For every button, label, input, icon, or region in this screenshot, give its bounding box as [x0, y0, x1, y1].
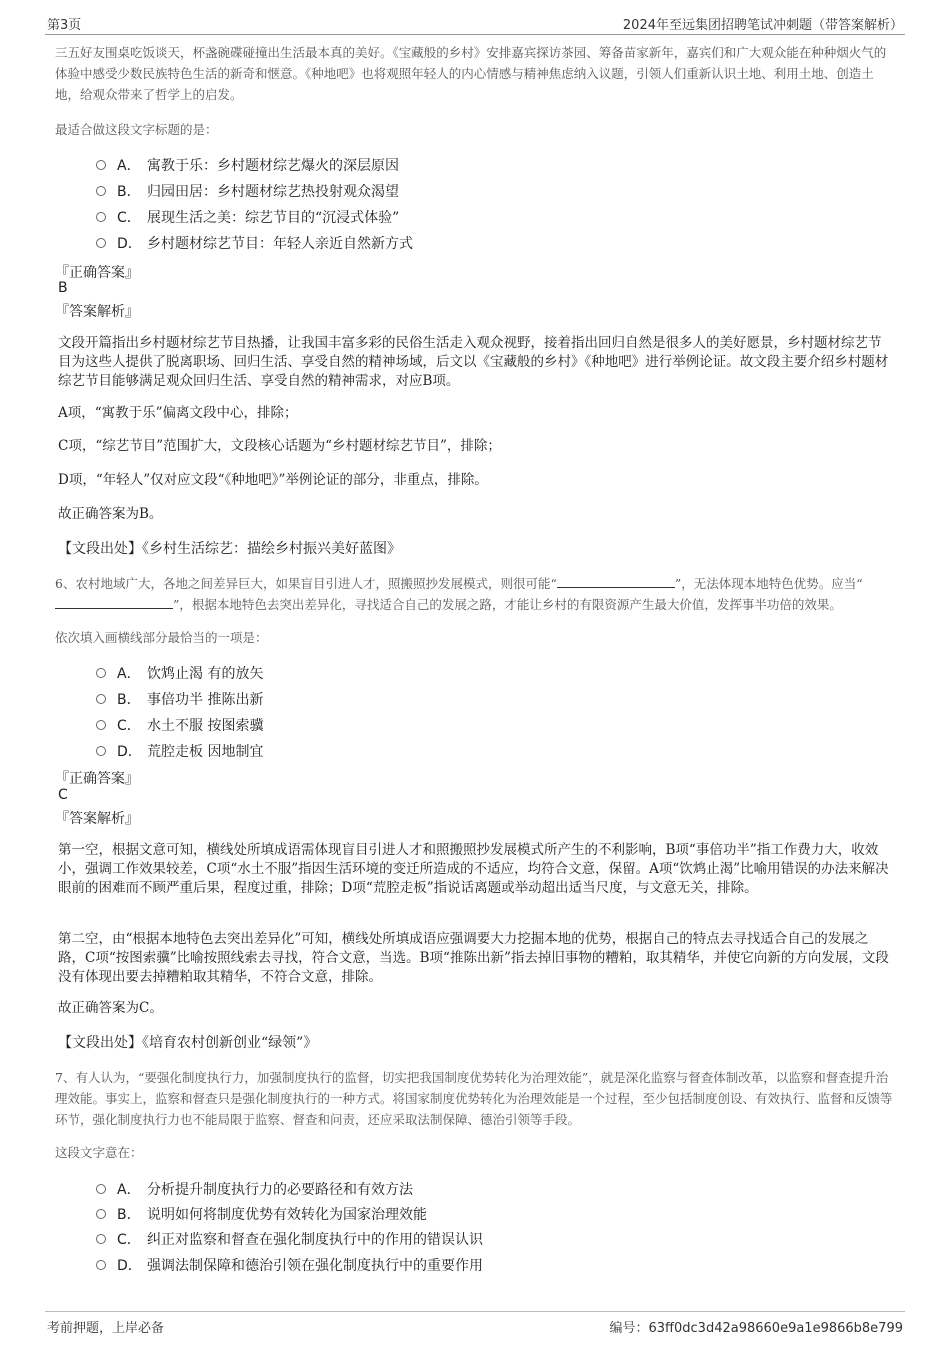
- radio-icon[interactable]: [96, 1234, 106, 1244]
- q6-option-b[interactable]: B． 事倍功半 推陈出新: [96, 689, 263, 709]
- radio-icon[interactable]: [96, 1209, 106, 1219]
- footer-slogan: 考前押题，上岸必备: [47, 1321, 165, 1336]
- q6-source: 【文段出处】《培育农村创新创业“绿领”》: [58, 1035, 318, 1051]
- q5-prompt: 最适合做这段文字标题的是：: [55, 122, 218, 137]
- q6-answer: C: [58, 787, 68, 803]
- q5-option-d[interactable]: D． 乡村题材综艺节目：年轻人亲近自然新方式: [96, 233, 413, 253]
- q6-conclusion: 故正确答案为C。: [58, 1000, 163, 1016]
- q5-passage: 三五好友围桌吃饭谈天，杯盏碗碟碰撞出生活最本真的美好。《宝藏般的乡村》安排嘉宾探访茶园、筹备苗家新年，嘉宾们和广大观众能在种种烟火气的体验中感受少数民族特色生活的新奇和惬意。《种地吧》也将观照年轻人的内心情感与精神焦虑纳入议题，引领人们重新认识土地、利用土地、创造土地，给观众带来了哲学上的启发。: [55, 45, 887, 102]
- radio-icon[interactable]: [96, 212, 106, 222]
- radio-icon[interactable]: [96, 746, 106, 756]
- q6-analysis-blank-1: 第一空，根据文意可知，横线处所填成语需体现盲目引进人才和照搬照抄发展模式所产生的不利影响，B项“事倍功半”指工作费力大，收效小，强调工作效果较差，C项“水土不服”指因生活环境的变迁所造成的不适应，均符合文意，保留。A项“饮鸩止渴”比喻用错误的办法来解决眼前的困难而不顾严重后果，程度过重，排除；D项“荒腔走板”指说话离题或举动超出适当尺度，与文意无关，排除。: [58, 842, 889, 896]
- radio-icon[interactable]: [96, 720, 106, 730]
- q7-option-d[interactable]: D． 强调法制保障和德治引领在强化制度执行中的重要作用: [96, 1255, 483, 1275]
- radio-icon[interactable]: [96, 1260, 106, 1270]
- q7-stem: 7、有人认为，“要强化制度执行力，加强制度执行的监督，切实把我国制度优势转化为治理效能”，就是深化监察与督查体制改革，以监察和督查提升治理效能。事实上，监察和督查只是强化制度执行的一种方式。将国家制度优势转化为治理效能是一个过程，至少包括制度创设、有效执行、监督和反馈等环节，强化制度执行力也不能局限于监察、督查和问责，还应采取法制保障、德治引领等手段。: [55, 1070, 893, 1127]
- page-number: 第3页: [47, 18, 82, 33]
- q5-analysis-d: D项，“年轻人”仅对应文段“《种地吧》”举例论证的部分，非重点，排除。: [58, 472, 488, 488]
- answer-blank-2: [55, 596, 173, 609]
- q7-option-b[interactable]: B． 说明如何将制度优势有效转化为国家治理效能: [96, 1204, 427, 1224]
- radio-icon[interactable]: [96, 186, 106, 196]
- q5-option-a[interactable]: A． 寓教于乐：乡村题材综艺爆火的深层原因: [96, 155, 399, 175]
- answer-blank-1: [557, 575, 675, 588]
- q6-analysis-label: 『答案解析』: [55, 811, 139, 827]
- q5-conclusion: 故正确答案为B。: [58, 506, 163, 522]
- q5-source: 【文段出处】《乡村生活综艺：描绘乡村振兴美好蓝图》: [58, 541, 401, 557]
- radio-icon[interactable]: [96, 160, 106, 170]
- page-footer: [45, 1311, 905, 1338]
- radio-icon[interactable]: [96, 238, 106, 248]
- q6-option-a[interactable]: A． 饮鸩止渴 有的放矢: [96, 663, 263, 683]
- q6-answer-label: 『正确答案』: [55, 771, 139, 787]
- radio-icon[interactable]: [96, 694, 106, 704]
- document-title: 2024年至远集团招聘笔试冲刺题（带答案解析）: [622, 18, 903, 33]
- q5-analysis-a: A项，“寓教于乐”偏离文段中心，排除；: [58, 405, 298, 421]
- q6-analysis-blank-2: 第二空，由“根据本地特色去突出差异化”可知，横线处所填成语应强调要大力挖掘本地的优势，根据自己的特点去寻找适合自己的发展之路，C项“按图索骥”比喻按照线索去寻找，符合文意，当选。B项“推陈出新”指去掉旧事物的糟粕，取其精华，并使它向新的方向发展，文段没有体现出要去掉糟粕取其精华，不符合文意，排除。: [58, 931, 889, 985]
- q6-option-c[interactable]: C． 水土不服 按图索骥: [96, 715, 263, 735]
- radio-icon[interactable]: [96, 668, 106, 678]
- q5-option-b[interactable]: B． 归园田居：乡村题材综艺热投射观众渴望: [96, 181, 399, 201]
- q6-stem: 6、农村地域广大，各地之间差异巨大，如果盲目引进人才，照搬照抄发展模式，则很可能“ ”，无法体现本地特色优势。应当“”，根据本地特色去突出差异化，寻找适合自己的发展之路，才能让乡村的有限资源产生最大价值，发挥事半功倍的效果。: [55, 576, 863, 612]
- page-header: [45, 8, 905, 35]
- q5-option-c[interactable]: C． 展现生活之美：综艺节目的“沉浸式体验”: [96, 207, 399, 227]
- q5-answer: B: [58, 280, 68, 296]
- q5-analysis-c: C项，“综艺节目”范围扩大，文段核心话题为“乡村题材综艺节目”，排除；: [58, 438, 501, 454]
- q7-prompt: 这段文字意在：: [55, 1145, 143, 1160]
- document-code: 编号：63ff0dc3d42a98660e9a1e9866b8e799: [609, 1321, 903, 1336]
- q7-option-c[interactable]: C． 纠正对监察和督查在强化制度执行中的作用的错误认识: [96, 1229, 483, 1249]
- q5-analysis-label: 『答案解析』: [55, 304, 139, 320]
- radio-icon[interactable]: [96, 1184, 106, 1194]
- q5-analysis-para: 文段开篇指出乡村题材综艺节目热播，让我国丰富多彩的民俗生活走入观众视野，接着指出回归自然是很多人的美好愿景，乡村题材综艺节目为这些人提供了脱离职场、回归生活、享受自然的精神场域，后文以《宝藏般的乡村》《种地吧》进行举例论证。故文段主要介绍乡村题材综艺节目能够满足观众回归生活、享受自然的精神需求，对应B项。: [58, 335, 889, 389]
- q7-option-a[interactable]: A． 分析提升制度执行力的必要路径和有效方法: [96, 1179, 413, 1199]
- q6-prompt: 依次填入画横线部分最恰当的一项是：: [55, 630, 268, 645]
- q5-answer-label: 『正确答案』: [55, 265, 139, 281]
- q6-option-d[interactable]: D． 荒腔走板 因地制宜: [96, 741, 263, 761]
